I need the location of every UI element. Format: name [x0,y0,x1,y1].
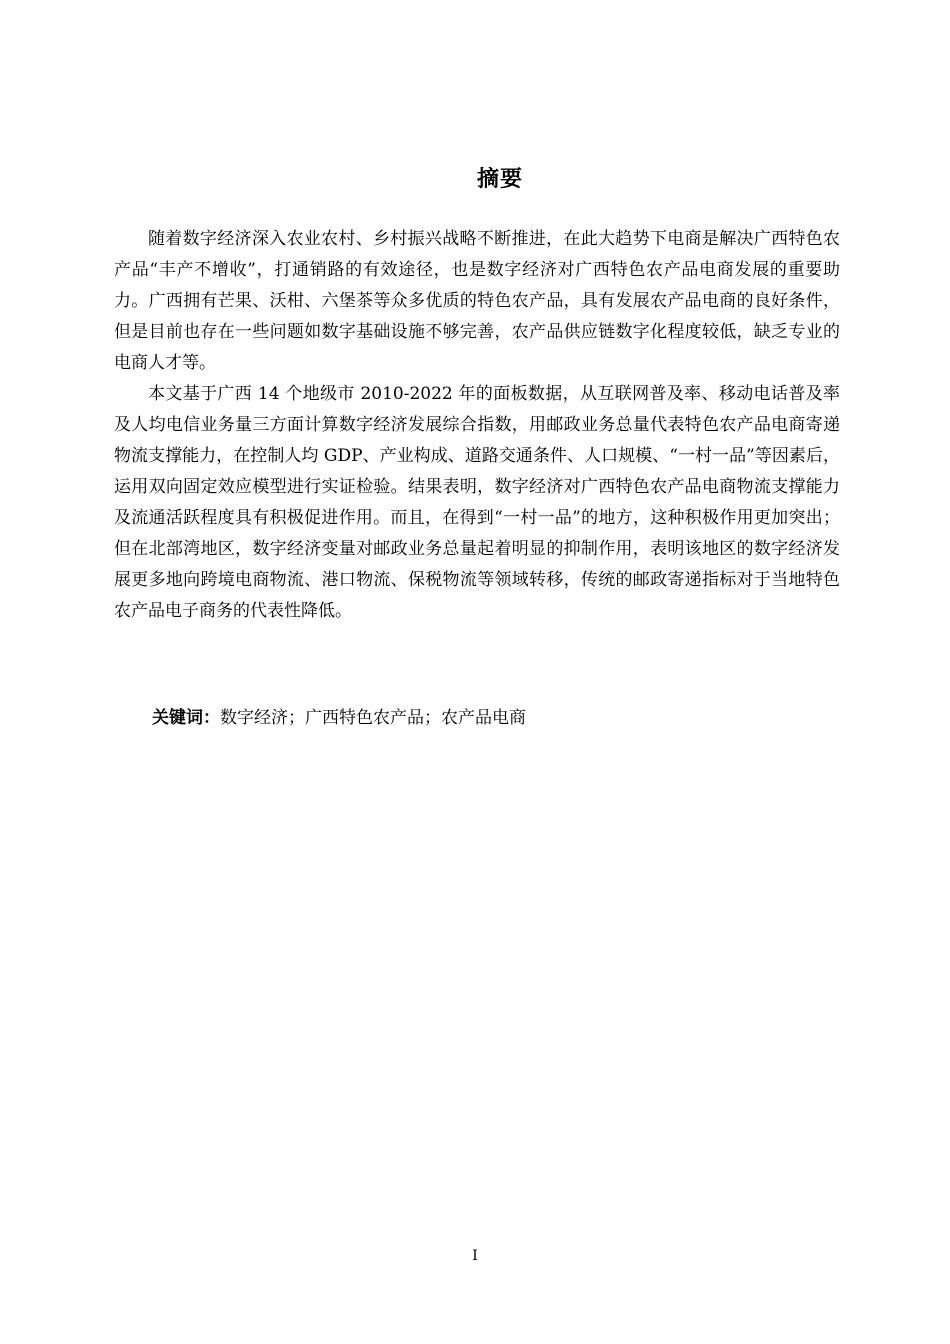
keywords-label: 关键词： [152,708,220,728]
abstract-body [114,224,840,627]
abstract-paragraph-2: 本文基于广西 14 个地级市 2010-2022 年的面板数据，从互联网普及率、移动电话普及率及人均电信业务量三方面计算数字经济发展综合指数，用邮政业务总量代表特色农产品电商寄递物流支撑能力，在控制人均 GDP、产业构成、道路交通条件、人口规模、“一村一品”等因素后，运用双向固定效应模型进行实证检验。结果表明，数字经济对广西特色农产品电商物流支撑能力及流通活跃程度具有积极促进作用。而且，在得到“一村一品”的地方，这种积极作用更加突出；但在北部湾地区，数字经济变量对邮政业务总量起着明显的抑制作用，表明该地区的数字经济发展更多地向跨境电商物流、港口物流、保税物流等领域转移，传统的邮政寄递指标对于当地特色农产品电子商务的代表性降低。 [114,384,840,621]
page-number: I [472,1248,478,1264]
abstract-paragraph-1: 随着数字经济深入农业农村、乡村振兴战略不断推进，在此大趋势下电商是解决广西特色农产品“丰产不增收”，打通销路的有效途径，也是数字经济对广西特色农产品电商发展的重要助力。广西拥有芒果、沃柑、六堡茶等众多优质的特色农产品，具有发展农产品电商的良好条件，但是目前也存在一些问题如数字基础设施不够完善，农产品供应链数字化程度较低，缺乏专业的电商人才等。 [114,229,840,373]
keywords-text: 数字经济；广西特色农产品；农产品电商 [220,708,526,728]
abstract-title: 摘要 [476,167,523,192]
keywords-line [152,702,526,734]
